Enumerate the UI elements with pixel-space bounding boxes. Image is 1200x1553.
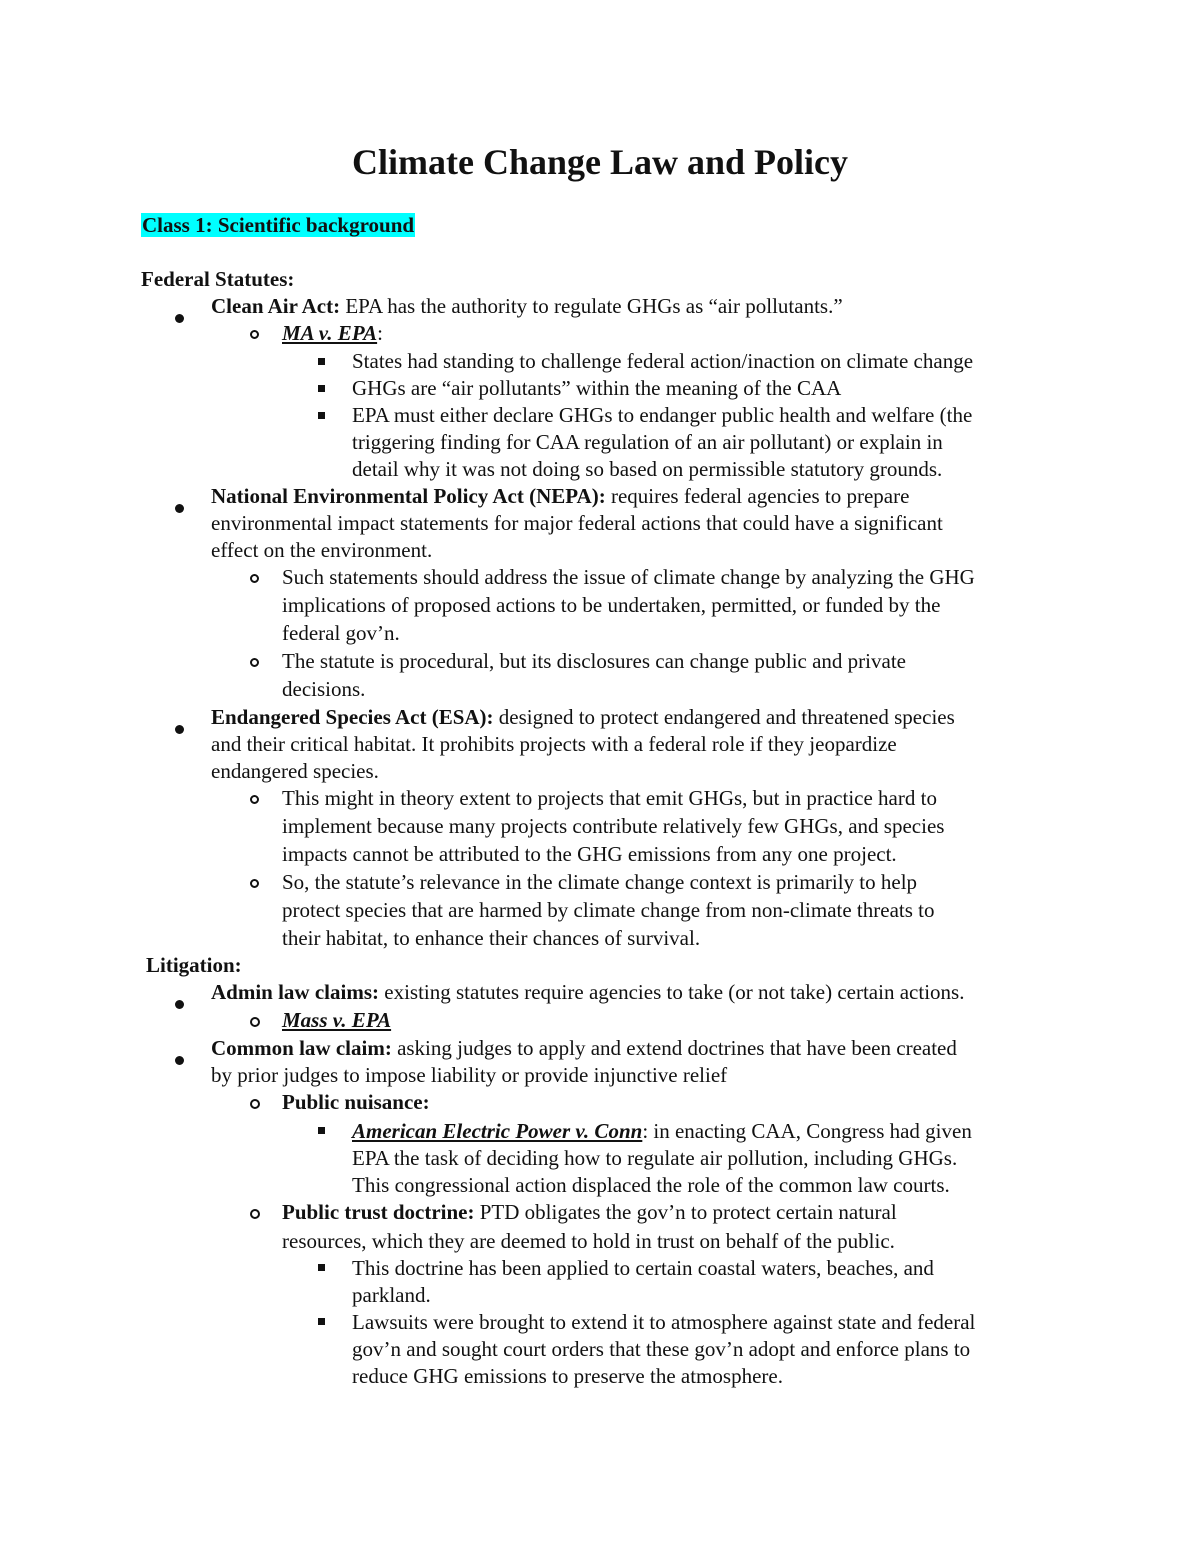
bullet-square-icon xyxy=(318,1127,325,1134)
bullet-circle-icon xyxy=(250,1099,260,1109)
nepa-cont: effect on the environment. xyxy=(211,538,433,562)
esa-sub-1: This might in theory extent to projects that emit GHGs, but in practice hard to xyxy=(282,786,937,810)
common-name: Common law claim: xyxy=(211,1036,392,1060)
admin-case xyxy=(282,1007,391,1034)
ptd-heading: Public trust doctrine: xyxy=(282,1200,475,1224)
bullet-circle-icon xyxy=(250,658,259,667)
ptd-text: PTD obligates the gov’n to protect certain natural xyxy=(474,1200,897,1224)
admin-text: existing statutes require agencies to take (or not take) certain actions. xyxy=(379,980,965,1004)
nepa-sub-1-cont: implications of proposed actions to be undertaken, permitted, or funded by the xyxy=(282,593,941,617)
bullet-square-icon xyxy=(318,358,325,365)
aep-case xyxy=(352,1118,972,1145)
bullet-circle-icon xyxy=(250,574,259,583)
ptd-point-1: This doctrine has been applied to certain coastal waters, beaches, and xyxy=(352,1256,934,1280)
admin-item xyxy=(211,979,964,1006)
bullet-disc-icon xyxy=(175,714,184,741)
common-text: asking judges to apply and extend doctrines that have been created xyxy=(391,1036,957,1060)
bullet-square-icon xyxy=(318,1264,325,1271)
esa-sub-1-cont: impacts cannot be attributed to the GHG emissions from any one project. xyxy=(282,842,897,866)
esa-item xyxy=(211,704,955,731)
caa-point-3-cont: detail why it was not doing so based on permissible statutory grounds. xyxy=(352,457,943,481)
nepa-name: National Environmental Policy Act (NEPA): xyxy=(211,484,606,508)
ptd-point-2-cont: gov’n and sought court orders that these gov’n adopt and enforce plans to xyxy=(352,1337,971,1361)
esa-sub-2-cont: protect species that are harmed by climate change from non-climate threats to xyxy=(282,898,935,922)
bullet-disc-icon xyxy=(175,1045,184,1072)
caa-case xyxy=(282,320,383,347)
bullet-circle-icon xyxy=(250,879,259,888)
ptd-point-2: Lawsuits were brought to extend it to atmosphere against state and federal xyxy=(352,1310,976,1334)
caa-name: Clean Air Act: xyxy=(211,294,341,318)
class-heading-highlight: Class 1: Scientific background xyxy=(142,213,415,237)
nuisance-heading: Public nuisance: xyxy=(282,1090,430,1114)
bullet-disc-icon xyxy=(175,303,184,330)
ptd-point-1-cont: parkland. xyxy=(352,1283,431,1307)
caa-point-3: EPA must either declare GHGs to endanger public health and welfare (the xyxy=(352,403,973,427)
caa-point-2: GHGs are “air pollutants” within the meaning of the CAA xyxy=(352,376,842,400)
nepa-item xyxy=(211,483,909,510)
nepa-cont: environmental impact statements for major federal actions that could have a significant xyxy=(211,511,943,535)
caa-point-1: States had standing to challenge federal action/inaction on climate change xyxy=(352,349,974,373)
admin-name: Admin law claims: xyxy=(211,980,379,1004)
esa-text: designed to protect endangered and threatened species xyxy=(493,705,955,729)
nepa-sub-1: Such statements should address the issue of climate change by analyzing the GHG xyxy=(282,565,975,589)
caa-text: EPA has the authority to regulate GHGs as “air pollutants.” xyxy=(340,294,843,318)
esa-sub-2-cont: their habitat, to enhance their chances of survival. xyxy=(282,926,701,950)
aep-cont: This congressional action displaced the role of the common law courts. xyxy=(352,1173,950,1197)
bullet-disc-icon xyxy=(175,989,184,1016)
class-heading xyxy=(141,212,415,239)
bullet-square-icon xyxy=(318,1318,325,1325)
bullet-square-icon xyxy=(318,385,325,392)
litigation-heading: Litigation: xyxy=(146,953,242,977)
bullet-circle-icon xyxy=(250,1209,260,1219)
esa-sub-1-cont: implement because many projects contribute relatively few GHGs, and species xyxy=(282,814,945,838)
case-suffix: : xyxy=(377,321,383,345)
esa-cont: endangered species. xyxy=(211,759,379,783)
bullet-circle-icon xyxy=(250,1017,260,1027)
ptd-item xyxy=(282,1199,897,1226)
esa-cont: and their critical habitat. It prohibits projects with a federal role if they jeopardize xyxy=(211,732,897,756)
nepa-sub-2: The statute is procedural, but its disclosures can change public and private xyxy=(282,649,906,673)
caa-point-3-cont: triggering finding for CAA regulation of an air pollutant) or explain in xyxy=(352,430,943,454)
esa-name: Endangered Species Act (ESA): xyxy=(211,705,494,729)
nepa-sub-2-cont: decisions. xyxy=(282,677,366,701)
nepa-text: requires federal agencies to prepare xyxy=(605,484,910,508)
case-name: Mass v. EPA xyxy=(282,1008,392,1032)
document-title: Climate Change Law and Policy xyxy=(351,142,848,182)
common-cont: by prior judges to impose liability or provide injunctive relief xyxy=(211,1063,728,1087)
aep-text: : in enacting CAA, Congress had given xyxy=(642,1119,972,1143)
caa-item xyxy=(211,293,843,320)
common-item xyxy=(211,1035,957,1062)
bullet-disc-icon xyxy=(175,493,184,520)
bullet-circle-icon xyxy=(250,795,259,804)
esa-sub-2: So, the statute’s relevance in the climate change context is primarily to help xyxy=(282,870,918,894)
bullet-circle-icon xyxy=(250,330,259,339)
aep-cont: EPA the task of deciding how to regulate air pollution, including GHGs. xyxy=(352,1146,958,1170)
case-name: MA v. EPA xyxy=(282,321,378,345)
ptd-point-2-cont: reduce GHG emissions to preserve the atmosphere. xyxy=(352,1364,783,1388)
federal-statutes-heading: Federal Statutes: xyxy=(141,267,295,291)
ptd-cont: resources, which they are deemed to hold in trust on behalf of the public. xyxy=(282,1229,895,1253)
bullet-square-icon xyxy=(318,412,325,419)
case-name: American Electric Power v. Conn xyxy=(352,1119,643,1143)
nepa-sub-1-cont: federal gov’n. xyxy=(282,621,400,645)
